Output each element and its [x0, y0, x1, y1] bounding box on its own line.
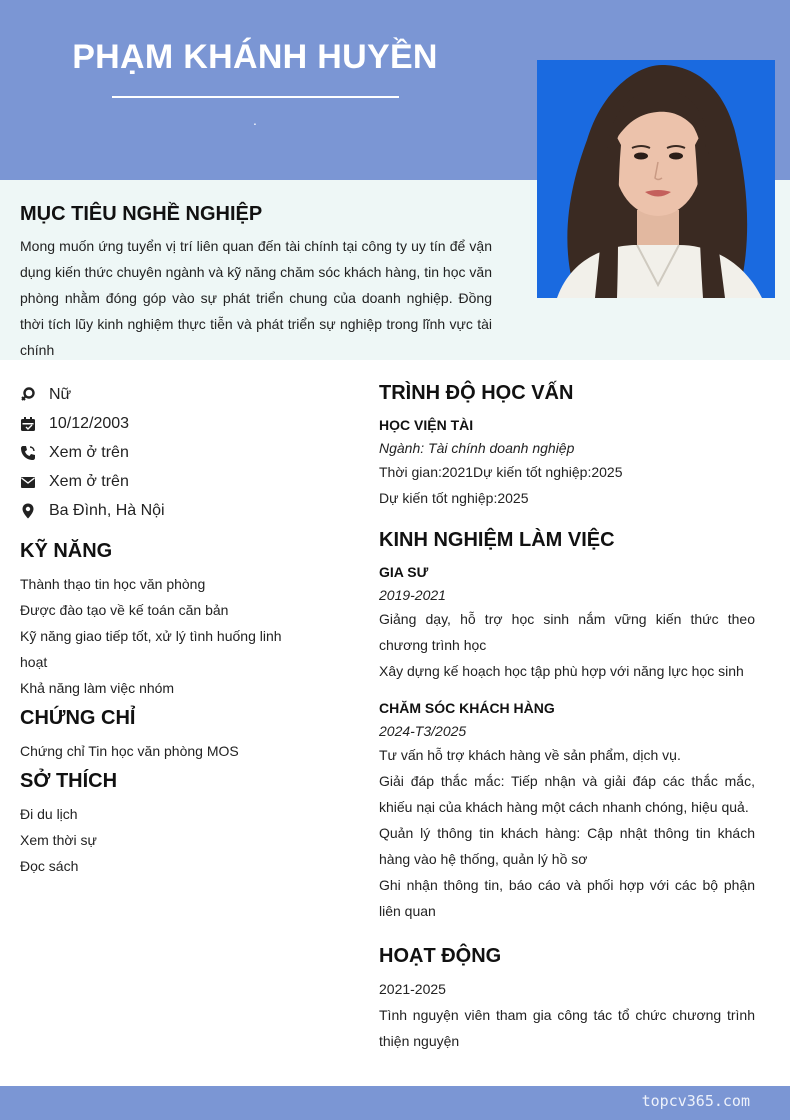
hobby-item: Đọc sách — [20, 858, 79, 874]
contact-phone — [20, 438, 340, 467]
location-pin-icon — [20, 503, 36, 519]
activities-title: HOẠT ĐỘNG — [379, 945, 502, 967]
profile-photo — [537, 60, 775, 298]
calendar-icon — [20, 416, 36, 432]
hobbies-title: SỞ THÍCH — [20, 770, 118, 792]
contact-address-text: Ba Đình, Hà Nội — [49, 501, 165, 519]
name-divider — [112, 96, 399, 98]
contact-list — [20, 380, 340, 525]
certificate-item: Chứng chỉ Tin học văn phòng MOS — [20, 743, 239, 759]
job-detail: Giảng dạy, hỗ trợ học sinh nắm vững kiến thức theo chương trình học — [379, 611, 755, 653]
contact-email-text: Xem ở trên — [49, 472, 129, 490]
skill-item: Kỹ năng giao tiếp tốt, xử lý tình huống linh hoạt — [20, 628, 282, 670]
certificates-section — [20, 707, 320, 764]
job-role: CHĂM SÓC KHÁCH HÀNG — [379, 700, 555, 716]
experience-section — [379, 529, 755, 924]
skills-title: KỸ NĂNG — [20, 540, 113, 562]
hobby-item: Xem thời sự — [20, 832, 97, 848]
skill-item: Được đào tạo về kế toán căn bản — [20, 602, 229, 618]
contact-birthday-text: 10/12/2003 — [49, 414, 130, 432]
footer-band — [0, 1086, 790, 1120]
job-detail: Quản lý thông tin khách hàng: Cập nhật thông tin khách hàng vào hệ thống, quản lý hồ sơ — [379, 825, 755, 867]
skills-section — [20, 540, 320, 701]
experience-title: KINH NGHIỆM LÀM VIỆC — [379, 529, 615, 551]
objective-text: Mong muốn ứng tuyển vị trí liên quan đến tài chính tại công ty uy tín để vận dụng kiến thức chuyên ngành và kỹ năng chăm sóc khách hàng, tin học văn phòng nhằm đóng góp vào sự phát triển chung của doanh nghiệp. Đồng thời tích lũy kinh nghiệm thực tiễn và phát triển sự nghiệp trong lĩnh vực tài chính — [20, 238, 492, 358]
education-time: Thời gian:2021Dự kiến tốt nghiệp:2025 — [379, 464, 623, 480]
mail-icon — [20, 474, 36, 490]
education-graduation: Dự kiến tốt nghiệp:2025 — [379, 490, 529, 506]
job-role: GIA SƯ — [379, 564, 429, 580]
activities-section — [379, 945, 755, 1054]
activity-text: Tình nguyện viên tham gia công tác tổ chức chương trình thiện nguyện — [379, 1007, 755, 1049]
education-title: TRÌNH ĐỘ HỌC VẤN — [379, 382, 574, 404]
phone-icon — [20, 445, 36, 461]
job-detail: Tư vấn hỗ trợ khách hàng về sản phẩm, dịch vụ. — [379, 747, 681, 763]
activity-period: 2021-2025 — [379, 981, 446, 997]
job-period: 2024-T3/2025 — [379, 723, 467, 739]
candidate-name: PHẠM KHÁNH HUYỀN — [72, 38, 438, 76]
school-name: HỌC VIỆN TÀI — [379, 417, 474, 433]
education-major: Ngành: Tài chính doanh nghiệp — [379, 440, 575, 456]
education-section — [379, 382, 755, 511]
hobby-item: Đi du lịch — [20, 806, 78, 822]
hobbies-section — [20, 770, 320, 879]
objective-title: MỤC TIÊU NGHỀ NGHIỆP — [20, 203, 263, 225]
contact-birthday — [20, 409, 340, 438]
skill-item: Khả năng làm việc nhóm — [20, 680, 175, 696]
contact-gender-text: Nữ — [49, 385, 72, 403]
gender-icon — [20, 387, 36, 403]
contact-email — [20, 467, 340, 496]
certificates-title: CHỨNG CHỈ — [20, 707, 136, 729]
contact-address — [20, 496, 340, 525]
job-detail: Xây dựng kế hoạch học tập phù hợp với năng lực học sinh — [379, 663, 744, 679]
portrait-illustration — [537, 60, 775, 298]
watermark: topcv365.com — [641, 1092, 750, 1110]
job-detail: Giải đáp thắc mắc: Tiếp nhận và giải đáp các thắc mắc, khiếu nại của khách hàng một cách nhanh chóng, hiệu quả. — [379, 773, 755, 815]
job-period: 2019-2021 — [379, 587, 446, 603]
contact-gender — [20, 380, 340, 409]
candidate-subtitle: . — [253, 112, 257, 128]
job-detail: Ghi nhận thông tin, báo cáo và phối hợp với các bộ phận liên quan — [379, 877, 755, 919]
contact-phone-text: Xem ở trên — [49, 443, 129, 461]
skill-item: Thành thạo tin học văn phòng — [20, 576, 206, 592]
